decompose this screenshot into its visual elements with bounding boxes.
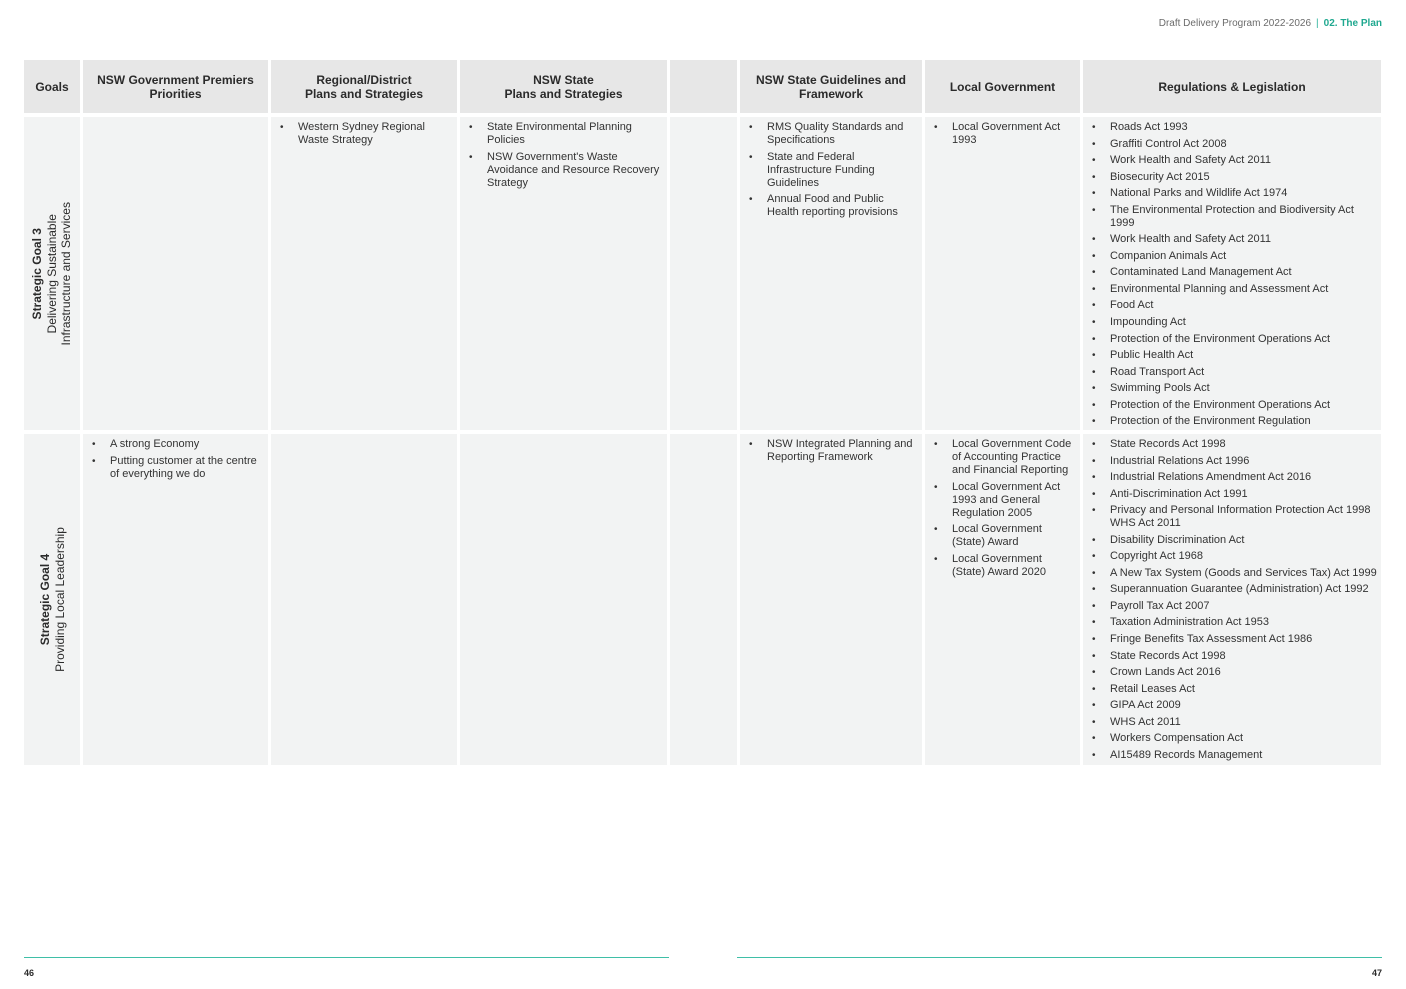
list-item: • Contaminated Land Management Act xyxy=(1088,266,1377,279)
list-item: • Western Sydney Regional Waste Strategy xyxy=(276,121,453,147)
page-number-left: 46 xyxy=(24,968,35,978)
list-item: • Biosecurity Act 2015 xyxy=(1088,171,1377,184)
list-item: • Food Act xyxy=(1088,299,1377,312)
list-item: • Graffiti Control Act 2008 xyxy=(1088,138,1377,151)
list-item: • Taxation Administration Act 1953 xyxy=(1088,616,1377,629)
list-item: • Copyright Act 1968 xyxy=(1088,550,1377,563)
list-item: • The Environmental Protection and Biodiversity Act 1999 xyxy=(1088,204,1377,230)
goal-name: Infrastructure and Services xyxy=(59,201,74,346)
header-premiers-priorities: NSW Government Premiers Priorities xyxy=(83,60,268,113)
list-item: • Anti-Discrimination Act 1991 xyxy=(1088,488,1377,501)
list-item: • Annual Food and Public Health reporting provisions xyxy=(745,193,918,219)
running-header xyxy=(1159,18,1382,29)
list-item: • Protection of the Environment Operations Act xyxy=(1088,333,1377,346)
goal-cell-3 xyxy=(24,117,80,430)
state-plans-cell xyxy=(460,117,667,430)
list-item: • Work Health and Safety Act 2011 xyxy=(1088,154,1377,167)
list-item: • Workers Compensation Act xyxy=(1088,732,1377,745)
list-item: • Local Government (State) Award 2020 xyxy=(930,553,1076,579)
list-item: • Impounding Act xyxy=(1088,316,1377,329)
regional-cell xyxy=(271,117,457,430)
list-item: • Local Government Act 1993 xyxy=(930,121,1076,147)
goal-name: Providing Local Leadership xyxy=(52,527,67,672)
header-regulations: Regulations & Legislation xyxy=(1083,60,1381,113)
list-item: • Protection of the Environment Regulation xyxy=(1088,415,1377,428)
list-item: • GIPA Act 2009 xyxy=(1088,699,1377,712)
header-state-guidelines: NSW State Guidelines and Framework xyxy=(740,60,922,113)
list-item: • Privacy and Personal Information Protection Act 1998 WHS Act 2011 xyxy=(1088,504,1377,530)
list-item: • NSW Integrated Planning and Reporting Framework xyxy=(745,438,918,464)
list-item: • A strong Economy xyxy=(88,438,264,451)
local-government-cell xyxy=(925,434,1080,765)
list-item: • WHS Act 2011 xyxy=(1088,716,1377,729)
footer-rule-right xyxy=(737,957,1382,958)
list-item: • Protection of the Environment Operations Act xyxy=(1088,399,1377,412)
list-item: • Superannuation Guarantee (Administration) Act 1992 xyxy=(1088,583,1377,596)
blank-cell xyxy=(670,117,737,430)
header-goals: Goals xyxy=(24,60,80,113)
header-separator: | xyxy=(1316,18,1319,29)
section-title: 02. The Plan xyxy=(1323,18,1382,29)
list-item: • Industrial Relations Amendment Act 2016 xyxy=(1088,471,1377,484)
local-government-cell xyxy=(925,117,1080,430)
legislation-table xyxy=(24,60,1381,765)
document-title: Draft Delivery Program 2022-2026 xyxy=(1158,18,1312,29)
header-blank xyxy=(670,60,737,113)
list-item: • National Parks and Wildlife Act 1974 xyxy=(1088,187,1377,200)
header-regional-plans: Regional/District Plans and Strategies xyxy=(271,60,457,113)
blank-cell xyxy=(670,434,737,765)
list-item: • Industrial Relations Act 1996 xyxy=(1088,455,1377,468)
list-item: • Public Health Act xyxy=(1088,349,1377,362)
list-item: • Local Government Code of Accounting Practice and Financial Reporting xyxy=(930,438,1076,477)
list-item: • RMS Quality Standards and Specifications xyxy=(745,121,918,147)
list-item: • NSW Government's Waste Avoidance and Resource Recovery Strategy xyxy=(465,151,663,190)
premiers-cell xyxy=(83,434,268,765)
list-item: • Environmental Planning and Assessment Act xyxy=(1088,283,1377,296)
goal-name: Delivering Sustainable xyxy=(44,213,59,334)
footer-rule-left xyxy=(24,957,669,958)
goal-cell-4 xyxy=(24,434,80,765)
list-item: • AI15489 Records Management xyxy=(1088,749,1377,762)
list-item: • Swimming Pools Act xyxy=(1088,382,1377,395)
list-item: • Fringe Benefits Tax Assessment Act 1986 xyxy=(1088,633,1377,646)
list-item: • Local Government (State) Award xyxy=(930,523,1076,549)
premiers-cell xyxy=(83,117,268,430)
header-local-government: Local Government xyxy=(925,60,1080,113)
list-item: • Crown Lands Act 2016 xyxy=(1088,666,1377,679)
list-item: • Local Government Act 1993 and General Regulation 2005 xyxy=(930,481,1076,520)
goal-title: Strategic Goal 3 xyxy=(30,227,45,320)
list-item: • State Records Act 1998 xyxy=(1088,438,1377,451)
list-item: • Payroll Tax Act 2007 xyxy=(1088,600,1377,613)
guidelines-cell xyxy=(740,434,922,765)
regulations-cell xyxy=(1083,434,1381,765)
list-item: • Retail Leases Act xyxy=(1088,683,1377,696)
list-item: • Putting customer at the centre of everything we do xyxy=(88,455,264,481)
list-item: • State and Federal Infrastructure Funding Guidelines xyxy=(745,151,918,190)
list-item: • Work Health and Safety Act 2011 xyxy=(1088,233,1377,246)
list-item: • State Records Act 1998 xyxy=(1088,650,1377,663)
list-item: • Road Transport Act xyxy=(1088,366,1377,379)
list-item: • Roads Act 1993 xyxy=(1088,121,1377,134)
list-item: • State Environmental Planning Policies xyxy=(465,121,663,147)
regulations-cell xyxy=(1083,117,1381,430)
list-item: • Disability Discrimination Act xyxy=(1088,534,1377,547)
page-number-right: 47 xyxy=(1371,968,1382,978)
list-item: • Companion Animals Act xyxy=(1088,250,1377,263)
header-state-plans: NSW State Plans and Strategies xyxy=(460,60,667,113)
state-plans-cell xyxy=(460,434,667,765)
list-item: • A New Tax System (Goods and Services Tax) Act 1999 xyxy=(1088,567,1377,580)
regional-cell xyxy=(271,434,457,765)
guidelines-cell xyxy=(740,117,922,430)
goal-title: Strategic Goal 4 xyxy=(37,553,52,646)
